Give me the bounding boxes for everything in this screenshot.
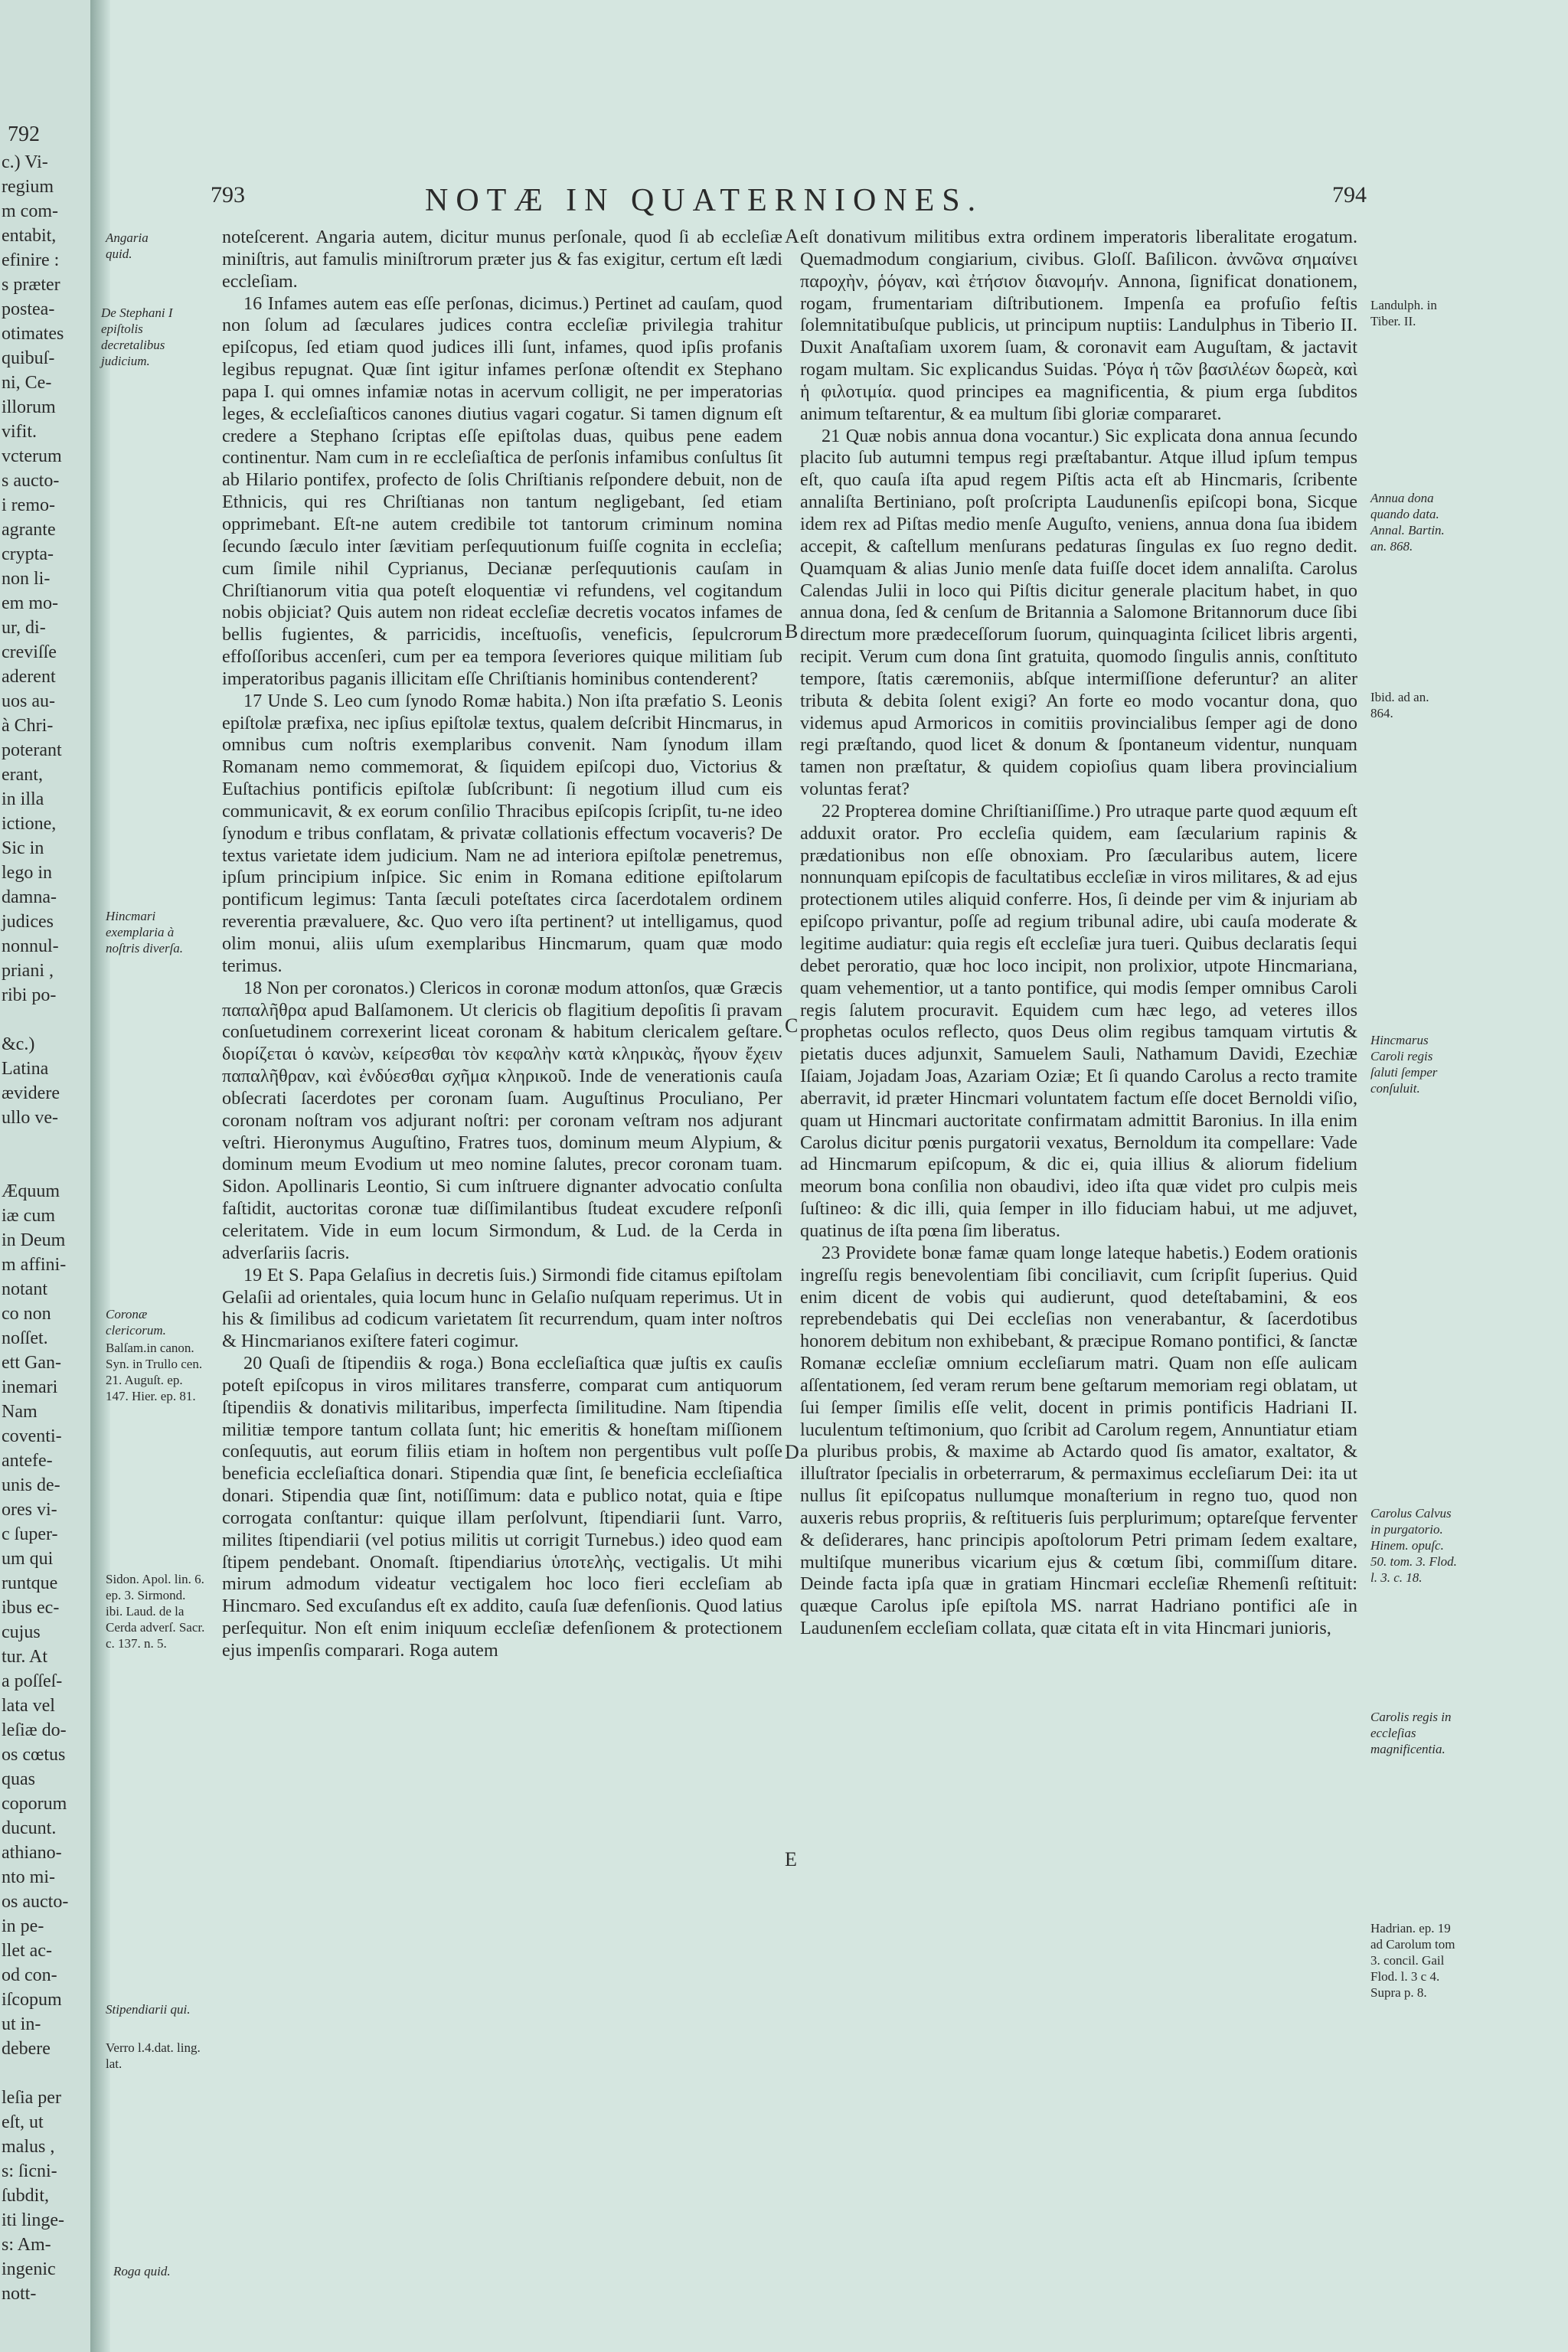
previous-page-line: crypta- (2, 544, 54, 564)
paragraph-22: 22 Propterea domine Chriſtianiſſime.) Pro utraque parte quod æquum eſt adduxit orator. Pro eccleſia quidem, eam ſæcularium rapinis & prædationibus non eſſe obnoxiam. Pro ſæcularibus autem, licere nonnunquam epiſcopis de facultatibus eccleſiæ in viros militares, & ad ejus protectionem utiles aliquid conferre. Hos, ſi deinde per vim & injuriam ab epiſcopo privantur, poſſe ad regium tribunal adire, ubi cauſa moderate & legitime audiatur: quia regis eſt eccleſiæ jura tueri. Quibus declaratis ſequi debet peroratio, quæ hoc loco incipit, non prolixior, utpote Hincmariana, quam vehementior, ut a tanto pontifice, qui modis ſemper omnibus Caroli regis ſalutem procuravit. Equidem cum hæc lego, ad veteres illos prophetas oculos reflecto, quos Deus olim regibus tamquam virtutis & pietatis duces adjunxit, Samuelem Sauli, Nathamum Davidi, Ezechiæ Iſaiam, Jojadam Joas, Azariam Oziæ; Et ſi quando Carolus a recto tramite aberravit, id præter Hincmari voluntatem factum eſſe docet Bernoldi viſio, quam ut Hincmari auctoritate confirmatam admittit Baronius. In illa enim Carolus dicitur pœnis purgatorii vexatus, Bernoldum ita compellare: Vade ad Hincmarum epiſcopum, & dic ei, quia illius & aliorum fidelium meorum bona conſilia non obaudivi, ideo iſta quæ videt pro culpis meis ſuſtineo: & dic illi, quia ſemper in illo fiduciam habui, ut me adjuvet, quatinus de iſta pœna ſim liberatus. (800, 800, 1357, 1241)
previous-page-line: leſiæ do- (2, 1720, 67, 1740)
previous-page-line: coventi- (2, 1426, 62, 1446)
previous-page-line: s præter (2, 275, 60, 295)
margin-note-ibid: Ibid. ad an. 864. (1370, 690, 1429, 720)
margin-note-roga: Roga quid. (113, 2264, 171, 2278)
margin-note-verro: Verro l.4.dat. ling. lat. (106, 2040, 201, 2071)
previous-page-line: um qui (2, 1549, 54, 1569)
previous-page-line: os aucto- (2, 1892, 69, 1912)
paragraph-19: 19 Et S. Papa Gelaſius in decretis ſuis.) Sirmondi fide citamus epiſtolam Gelaſii ad orientales, quia locum hunc in Gelaſio nuſquam reperimus. Ut in his & ſimilibus ad codicum varietatem ſit recurrendum, quam inter noſtros & Hincmarianos exiſtere fateri cogimur. (222, 1264, 782, 1352)
paragraph-20: 20 Quaſi de ſtipendiis & roga.) Bona eccleſiaſtica quæ juſtis ex cauſis poteſt epiſcopus in viros militares transferre, comparat cum antiquorum ſtipendiis & donativis militaribus, imperfecta ſimilitudine. Nam ſtipendia militiæ tempore tantum collata ſunt; hic emeritis & honeſtam miſſionem conſequutis, aut eorum filiis etiam in hoſtem non pergentibus vult poſſe beneficia eccleſiaſtica donari. Stipendia quæ ſint, ſe beneficia eccleſiaſtica donari. Stipendia quæ ſint, notiſſimum: data e publico notat, quia e ſtipe corrogata conſtantur: quique illam perſolvunt, ſtipendiarii ſunt. Varro, milites ſtipendiarii (vel potius militis ut corrigit Turnebus.) ideo quod eam ſtipem pendebant. Onomaſt. ſtipendiarius ὑποτελὴς, vectigalis. Ut mihi mirum admodum videatur vectigalem hoc loco fieri eccleſiam ab Hincmaro. Sed excuſandus eſt ex addito, cauſa ſuæ defenſionis. Quod latius perſequitur. Non eſt enim iniquum eccleſiæ defenſionem & protectionem ejus impenſis comparari. Roga autem (222, 1353, 782, 1661)
margin-note-carolis: Carolis regis in eccleſias magnificentia. (1370, 1710, 1452, 1756)
previous-page-line: runtque (2, 1573, 58, 1593)
previous-page-line: ducunt. (2, 1818, 57, 1838)
previous-page-line: agrante (2, 520, 56, 540)
paragraph-23: 23 Providete bonæ famæ quam longe lateque habetis.) Eodem orationis ingreſſu regis benevolentiam ſibi conciliavit, cum ſcripſit ſuperius. Quid enim dicent de vobis qui audierunt, quod deteſtabamini, & eos reprebendebatis qui Dei eccleſias non venerabantur, & ſacerdotibus honorem debitum non exhibebant, & præcipue Romano pontifici, & ſanctæ Romanæ eccleſiæ omnium eccleſiarum matri. Quam non eſſe aulicam aſſentationem, ſed veram rerum bene geſtarum memoriam regi oblatam, ut ſui ſemper ſimilis eſſe velit, docent in primis pontificis Hadriani II. luculentum teſtimonium, quo ſcribit ad Carolum regem, Annuntiatur etiam a pluribus probis, & maxime ab Actardo quod ſis amator, exaltator, & illuſtrator ſpecialis in orbeterrarum, & permaximus eccleſiarum Dei: ita ut nullus ſit epiſcopatus nullumque monaſterium in regno tuo, quod non auxeris rebus propriis, & reſtitueris ſuis perplurimum; optareſque ferventer & deſiderares, hanc principis apoſtolorum Petri primam ſedem exaltare, multiſque muneribus vicarium ejus & cœtum ſibi, commiſſum ditare. Deinde facta ipſa quæ in gratiam Hincmari eccleſiæ Rhemenſi reſtituit: quæque Carolus ipſe epiſtola MS. narrat Hadriano pontifici aſe in Laudunenſem eccleſiam collata, quæ citata eſt in vita Hincmari junioris, (800, 1242, 1357, 1639)
previous-page-line: in illa (2, 789, 44, 809)
previous-page-line: efinire : (2, 250, 60, 270)
paragraph-roga: eſt donativum militibus extra ordinem imperatoris liberalitate erogatum. Quemadmodum congiarium, civibus. Gloſſ. Baſilicon. ἀννῶνα σημαίνει παροχὴν, ῥόγαν, καὶ ἐτήσιον διανομήν. Annona, ſignificat donationem, rogam, frumentariam diſtributionem. Impenſa ea profuſio feſtis ſolemnitatibuſque publicis, ut principum nuptiis: Landulphus in Tiberio II. Duxit Anaſtaſiam uxorem ſuam, & coronavit eam Auguſtam, & jactavit rogam multam. Sic explicandus Suidas. Ῥόγα ἡ τῶν βασιλέων δωρεὰ, καὶ ἡ φιλοτιμία. quod principes ea magnificentia, & pium erga ſubditos animum teſtarentur, & ea multum ſibi gloriæ compararet. (800, 227, 1357, 424)
margin-note-carolus: Carolus Calvus in purgatorio. Hinem. opuſc. 50. tom. 3. Flod. l. 3. c. 18. (1370, 1506, 1457, 1585)
previous-page-line: nott- (2, 2284, 37, 2304)
margin-note-sidon: Sidon. Apol. lin. 6. ep. 3. Sirmond. ibi. Laud. de la Cerda adverſ. Sacr. c. 137. n. 5. (106, 1572, 205, 1651)
previous-page-line (2, 1008, 90, 1032)
previous-page-line (2, 2061, 90, 2086)
previous-page-line: Sic in (2, 838, 44, 858)
previous-page-line: damna- (2, 887, 57, 907)
previous-page-line: nonnul- (2, 936, 59, 956)
previous-page-lines (2, 150, 90, 2306)
previous-page-line: cujus (2, 1622, 41, 1642)
margin-note-hincmari: Hincmari exemplaria à noſtris diverſa. (106, 909, 184, 956)
previous-page-line: iſcopum (2, 1990, 62, 2010)
previous-page-line: nto mi- (2, 1867, 55, 1887)
previous-page-line: em mo- (2, 593, 58, 613)
previous-page-line: quas (2, 1769, 35, 1789)
previous-page-line: ictione, (2, 814, 57, 834)
previous-page-line: noſſet. (2, 1328, 48, 1348)
paragraph-21: 21 Quæ nobis annua dona vocantur.) Sic explicata dona annua ſecundo placito ſub autumni tempus regi præſtabantur. Atque illud ipſum tempus eſt, quo cauſa iſta apud regem Piſtis acta eſt ab Hincmaris, ſcribente annaliſta Bertiniano, poſt proſcripta Laudunenſis epiſcopi bona, Sicque idem rex ad Piſtas medio menſe Auguſto, veniens, annua dona ſua ibidem accepit, & caſtellum menſurans pedaturas ſingulas ex ſuo regno dedit. Quamquam & alias Junio menſe data fuiſſe docet idem annaliſta. Carolus Calendas Julii in loco qui Piſtis dicitur generale placitum habet, in quo annua dona, ſed & cenſum de Britannia a Salomone Britannorum duce ſibi directum more prædeceſſorum ſuorum, quinquaginta ſcilicet libris argenti, recipit. Verum cum dona ſint gratuita, quomodo ſingulis annis, conſtituto tempore, ſtatis cæremoniis, abſque intermiſſione deferuntur? an aliter tributa & debita ſolent exigi? An forte eo modo vocantur dona, quo videmus apud Armoricos in comitiis provincialibus ſemper agi de dono regi præſtando, quod licet & donum & ſpontaneum videntur, nunquam tamen non præſtatur, & quidem copioſius quam libera provincialium voluntas ferat? (800, 425, 1357, 800)
previous-page-line: ett Gan- (2, 1353, 61, 1373)
previous-page-line: Nam (2, 1402, 38, 1422)
margin-note-balsam: Balſam.in canon. Syn. in Trullo cen. 21. Auguſt. ep. 147. Hier. ep. 81. (106, 1341, 203, 1403)
previous-page-edge (0, 0, 90, 2352)
previous-page-line: poterant (2, 740, 62, 760)
previous-page-line: iæ cum (2, 1206, 55, 1226)
previous-page-line: ævidere (2, 1083, 60, 1103)
paragraph-17: 17 Unde S. Leo cum ſynodo Romæ habita.) Non iſta præfatio S. Leonis epiſtolæ præfixa, nec ipſius epiſtolæ textus, qualem deſcribit Hincmarus, in omnibus cum noſtris exemplaribus convenit. Nam ſynodum illam Romanam nemo commemorat, & ſiquidem epiſcopi duo, Victorius & Euſtachius pontificis epiſtolæ ſubſcribunt: ſi negotium illud cum eis communicavit, & ex eorum conſilio Thracibus epiſcopis ſcripſit, tu-ne ideo ſynodum e tribus conflatam, & privatæ collationis effectum vocaveris? De textus varietate idem judicium. Nam ne ad interiora epiſtolæ penetremus, ipſum principium inſpice. Sic enim in Romana editione epiſtolarum pontificum legimus: Tanta ſæculi poteſtates circa ſacerdotalem ordinem reverentia prævaluere, &c. Quo vero iſta pertinent? ut intelligamus, quod olim monui, aliis uſum exemplaribus Hincmarum, quam quæ modo terimus. (222, 690, 782, 976)
previous-page-line: ni, Ce- (2, 373, 52, 393)
previous-page-line: ores vi- (2, 1500, 57, 1520)
page-number-left: 793 (211, 182, 245, 207)
previous-page-line (2, 1130, 90, 1155)
previous-page-line: leſia per (2, 2088, 61, 2108)
previous-page-line: m affini- (2, 1255, 67, 1275)
section-letter-c: C (785, 1014, 799, 1037)
previous-page-line: ur, di- (2, 618, 46, 638)
page-number-right: 794 (1332, 182, 1367, 207)
previous-page-line: tur. At (2, 1647, 48, 1667)
previous-page-line (2, 1155, 90, 1179)
previous-page-line: vcterum (2, 446, 62, 466)
previous-page-line: regium (2, 177, 54, 197)
previous-page-line: à Chri- (2, 716, 54, 736)
previous-page-line: athiano- (2, 1843, 62, 1863)
previous-page-line: m com- (2, 201, 58, 221)
previous-page-line: creviſſe (2, 642, 57, 662)
previous-page-line: unis de- (2, 1475, 60, 1495)
margin-note-hincmarus: Hincmarus Caroli regis ſaluti ſemper conſuluit. (1370, 1033, 1438, 1096)
previous-page-line: lego in (2, 863, 52, 883)
previous-page-line: ullo ve- (2, 1108, 58, 1128)
previous-page-line: debere (2, 2039, 51, 2059)
previous-page-line: illorum (2, 397, 56, 417)
margin-note-angaria: Angaria quid. (106, 230, 149, 261)
previous-page-line: judices (2, 912, 54, 932)
previous-page-line: ingenic (2, 2259, 56, 2279)
section-letter-d: D (785, 1441, 799, 1463)
previous-page-line: c.) Vi- (2, 152, 48, 172)
margin-note-landulph: Landulph. in Tiber. II. (1370, 298, 1437, 328)
previous-page-line: s: ſicni- (2, 2161, 57, 2181)
previous-page-line: postea- (2, 299, 55, 319)
previous-page-line: s: Am- (2, 2235, 51, 2255)
section-letter-e: E (785, 1848, 797, 1870)
margin-note-coronae: Coronæ clericorum. (106, 1307, 166, 1338)
page-header (211, 182, 1367, 220)
previous-page-line: eſt, ut (2, 2112, 44, 2132)
previous-page-line: erant, (2, 765, 43, 785)
previous-page-line: uos au- (2, 691, 55, 711)
previous-page-line: in Deum (2, 1230, 66, 1250)
section-letter-a: A (785, 225, 799, 247)
previous-page-line: ſubdit, (2, 2186, 50, 2206)
previous-page-line: s aucto- (2, 471, 60, 491)
previous-page-line: ut in- (2, 2014, 41, 2034)
previous-page-line: lata vel (2, 1696, 55, 1716)
left-text-column (222, 227, 782, 1662)
previous-page-line: i remo- (2, 495, 55, 515)
previous-page-line: vifit. (2, 422, 37, 442)
previous-page-line: iti linge- (2, 2210, 64, 2230)
previous-page-line: aderent (2, 667, 56, 687)
previous-page-line: a poſſeſ- (2, 1671, 63, 1691)
right-text-column (800, 227, 1357, 1640)
previous-page-line: c ſuper- (2, 1524, 58, 1544)
previous-page-line: os cœtus (2, 1745, 66, 1765)
margin-note-hadrian: Hadrian. ep. 19 ad Carolum tom 3. concil. Gail Flod. l. 3 c 4. Supra p. 8. (1370, 1921, 1455, 2000)
previous-page-line: llet ac- (2, 1941, 52, 1961)
previous-page-line: antefe- (2, 1451, 53, 1471)
previous-page-line: ribi po- (2, 985, 57, 1005)
previous-page-number: 792 (8, 122, 40, 146)
previous-page-line: malus , (2, 2137, 55, 2157)
margin-note-stephani: De Stephani I epiſtolis decretalibus judicium. (101, 305, 173, 368)
margin-note-annua: Annua dona quando data. Annal. Bartin. an. 868. (1370, 491, 1445, 554)
paragraph-16: 16 Infames autem eas eſſe perſonas, dicimus.) Pertinet ad cauſam, quod non ſolum ad ſæculares judices contra eccleſiæ privilegia trahitur epiſcopus, ſed etiam quod judices illi ſunt, infames, quod ipſis profanis legibus repugnat. Quæ ſint igitur infames perſonæ oſtendit ex Stephano papa I. qui omnes infamiæ notas in acervum colligit, ne per imperatorias leges, & eccleſiaſticos canones diutius vagari cogatur. Si tamen dignum eſt credere a Stephano ſcriptas eſſe epiſtolas duas, quibus pene eadem continentur. Nam cum in re eccleſiaſtica de perſonis infamibus conſultus ſit ab Hilario pontifex, profecto de ſolis Chriſtianis reſpondere debuit, non de Ethnicis, qui res Chriſtianas non tantum negligebant, ſed etiam opprimebant. Eſt-ne autem credibile tot tantorum criminum nomina ſecundo ſæculo inter ſævitiam perſequutionum fuiſſe cognita in eccleſia; cum ſimile nihil Cyprianus, Decianæ perſequutionis cauſam in Chriſtianorum vitia qua poteſt eloquentiæ vi refundens, vel cogitandum nobis objiciat? Quis autem non rideat eccleſiæ decretis vocatos infames de bellis fugientes, & parricidis, inceſtuoſis, veneficis, ſepulcrorum effoſſoribus accenſeri, cum per ea tempora ſeveriores quique militiam ſub imperatoribus paganis illicitam eſſe Chriſtianis hominibus contenderent? (222, 292, 782, 689)
previous-page-line: inemari (2, 1377, 58, 1397)
previous-page-line: co non (2, 1304, 51, 1324)
previous-page-line: od con- (2, 1965, 57, 1985)
previous-page-line: &c.) (2, 1034, 35, 1054)
previous-page-line: notant (2, 1279, 47, 1299)
previous-page-line: priani , (2, 961, 54, 981)
previous-page-line: in pe- (2, 1916, 44, 1936)
previous-page-line: Latina (2, 1059, 49, 1079)
previous-page-line: entabit, (2, 226, 57, 246)
page-title: NOTÆ IN QUATERNIONES. (425, 183, 984, 218)
section-letter-b: B (785, 620, 799, 642)
previous-page-line: coporum (2, 1794, 67, 1814)
previous-page-line: otimates (2, 324, 64, 344)
previous-page-line: ibus ec- (2, 1598, 60, 1618)
previous-page-line: quibuſ- (2, 348, 55, 368)
paragraph-18: 18 Non per coronatos.) Clericos in coronæ modum attonſos, quæ Græcis παπαλῆθρα apud Balſamonem. Ut clericis ob flagitium depoſitis ſi pravam conſuetudinem correxerint liceat coronam & habitum clericalem geſtare. διορίζεται ὁ κανὼν, κείρεσθαι τὸν κεφαλὴν κατὰ κληρικὰς, ἤγουν ἔχειν παπαλῆθραν, καὶ ἐνδύεσθαι σχῆμα κληρικοῦ. Inde de venerationis cauſa obſecrati ſacerdotes per coronam ſuam. Auguſtinus Proculiano, Per coronam noſtram vos adjurant noſtri: per coronam veſtram nos adjurant veſtri. Hieronymus Auguſtino, Fratres tuos, dominum meum Alypium, & dominum meum Evodium ut meo nomine ſalutes, precor coronam tuam. Sidon. Apollinaris Leontio, Si cum inſtruere dignanter advocatio conſulta faſtidit, auctoritas coronæ tuæ diſſimilantibus ſtudeat excudere reſponſi celeritatem. Vide in eum locum Sirmondum, & Lud. de la Cerda in adverſariis ſacris. (222, 977, 782, 1263)
margin-note-stipendiarii: Stipendiarii qui. (106, 2002, 191, 2017)
paragraph-angaria: noteſcerent. Angaria autem, dicitur munus perſonale, quod ſi ab eccleſiæ miniſtris, aut famulis miniſtrorum præter jus & fas exigitur, certum eſt lædi eccleſiam. (222, 227, 782, 292)
previous-page-line: Æquum (2, 1181, 60, 1201)
previous-page-line: non li- (2, 569, 51, 589)
